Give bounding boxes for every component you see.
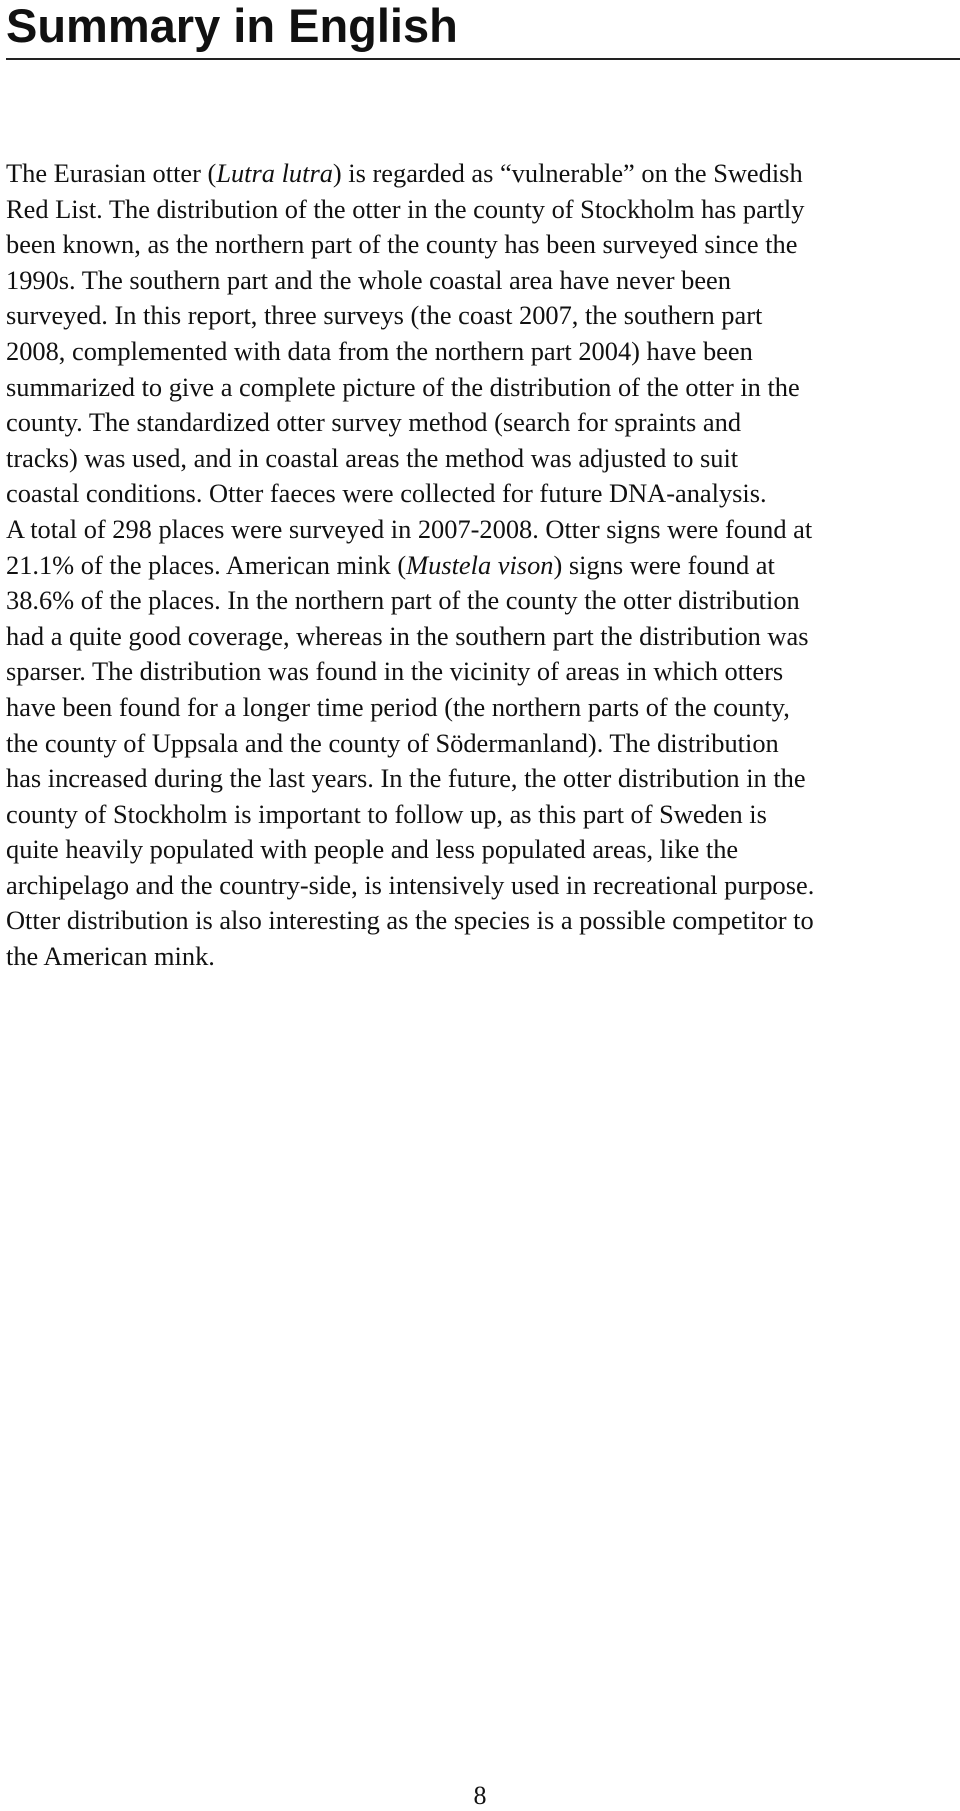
text-line: the American mink. (6, 941, 215, 972)
text-line: been known, as the northern part of the county has been surveyed since the (6, 229, 798, 260)
text-line: archipelago and the country-side, is intensively used in recreational purpose. (6, 869, 815, 900)
text-line: The Eurasian otter (Lutra lutra) is regarded as “vulnerable” on the Swedish (6, 158, 803, 188)
text-line: 38.6% of the places. In the northern part of the county the otter distribution (6, 585, 800, 616)
summary-paragraph (6, 156, 956, 975)
text-line: quite heavily populated with people and less populated areas, like the (6, 834, 739, 865)
text-line: has increased during the last years. In the future, the otter distribution in the (6, 763, 806, 794)
text-line: summarized to give a complete picture of the distribution of the otter in the (6, 371, 800, 402)
text-line: sparser. The distribution was found in the vicinity of areas in which otters (6, 656, 784, 687)
species-name: Mustela vison (406, 549, 554, 580)
text-line: have been found for a longer time period (the northern parts of the county, (6, 691, 790, 722)
text-line: A total of 298 places were surveyed in 2007-2008. Otter signs were found at (6, 513, 813, 544)
heading-rule (6, 58, 960, 60)
text-line: 21.1% of the places. American mink (Mustela vison) signs were found at (6, 549, 775, 580)
text-line: coastal conditions. Otter faeces were collected for future DNA-analysis. (6, 478, 767, 509)
text-line: tracks) was used, and in coastal areas the method was adjusted to suit (6, 442, 739, 473)
text-line: had a quite good coverage, whereas in the southern part the distribution was (6, 620, 809, 651)
text-line: 1990s. The southern part and the whole coastal area have never been (6, 264, 731, 295)
text-line: county of Stockholm is important to follow up, as this part of Sweden is (6, 798, 767, 829)
text-line: the county of Uppsala and the county of Södermanland). The distribution (6, 727, 779, 758)
page-heading: Summary in English (6, 0, 458, 52)
text-line: 2008, complemented with data from the northern part 2004) have been (6, 335, 753, 366)
text-line: county. The standardized otter survey method (search for spraints and (6, 407, 742, 438)
text-line: surveyed. In this report, three surveys (the coast 2007, the southern part (6, 300, 763, 331)
page-number: 8 (473, 1781, 487, 1810)
species-name: Lutra lutra (216, 158, 333, 188)
text-line: Red List. The distribution of the otter in the county of Stockholm has partly (6, 193, 805, 224)
text-line: Otter distribution is also interesting as the species is a possible competitor to (6, 905, 814, 936)
